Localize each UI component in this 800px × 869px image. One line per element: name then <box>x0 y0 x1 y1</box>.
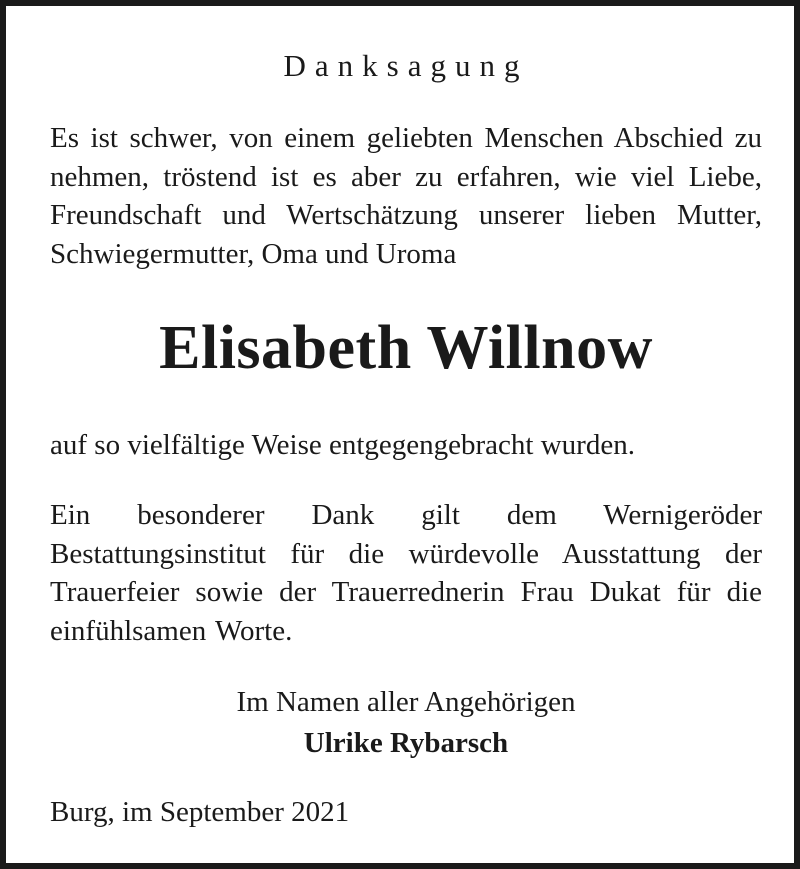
signer-name: Ulrike Rybarsch <box>303 727 509 759</box>
intro-paragraph: Es ist schwer, von einem geliebten Menschen Abschied zu nehmen, tröstend ist es aber zu erfahren, wie viel Liebe, Freundschaft und Wertschätzung unserer lieben Mutter, Schwiegermutter, Oma und Uroma <box>50 122 762 270</box>
closing-line: Im Namen aller Angehörigen <box>236 686 576 718</box>
place-and-date: Burg, im September 2021 <box>50 796 350 828</box>
thanks-paragraph: Ein besonderer Dank gilt dem Wernigeröder Bestattungsinstitut für die würdevolle Ausstattung der Trauerfeier sowie der Trauerrednerin Frau Dukat für die einfühlsamen Worte. <box>50 499 762 647</box>
after-name-paragraph: auf so vielfältige Weise entgegengebracht wurden. <box>50 429 635 461</box>
notice-title: Danksagung <box>283 48 529 83</box>
deceased-name: Elisabeth Willnow <box>159 314 653 382</box>
